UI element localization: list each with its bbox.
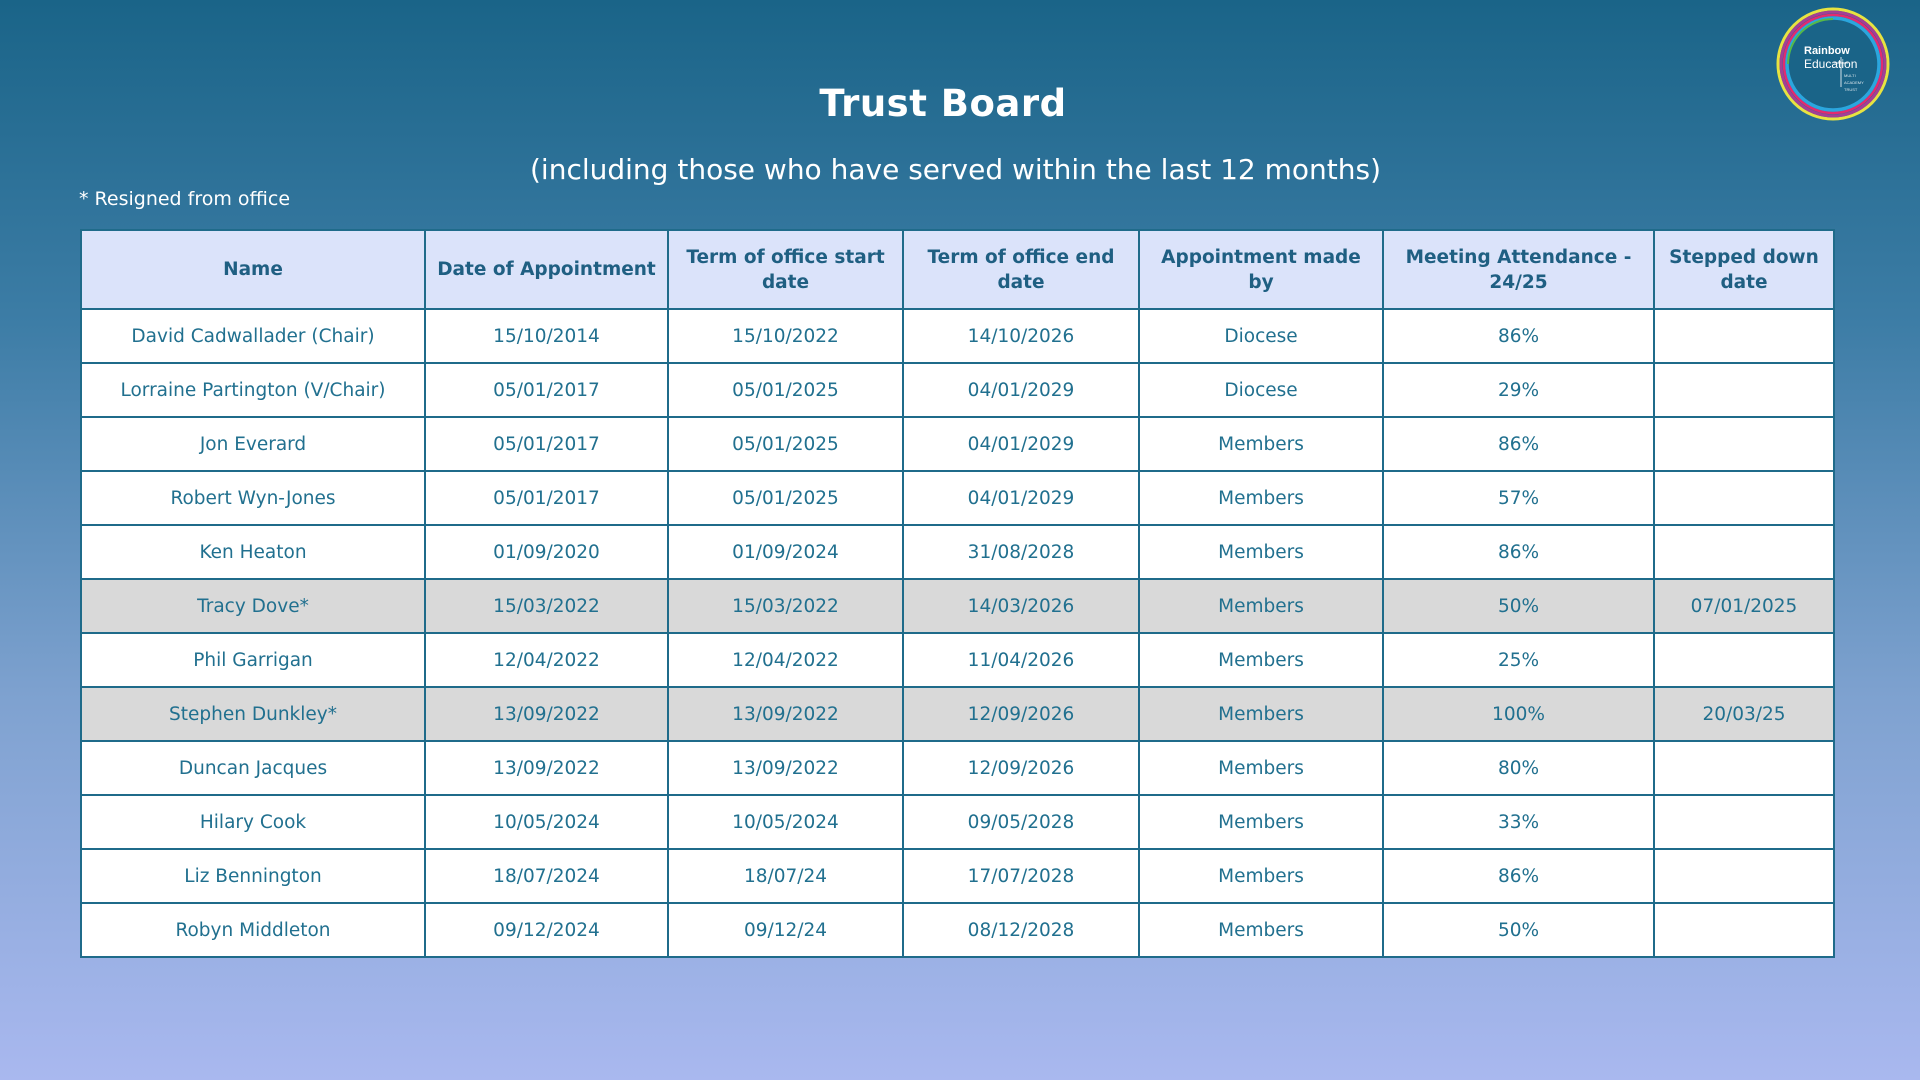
cell-name: Phil Garrigan xyxy=(81,633,425,687)
cell-name: Robyn Middleton xyxy=(81,903,425,957)
cell-name: Ken Heaton xyxy=(81,525,425,579)
cell-appointment-by: Members xyxy=(1139,903,1383,957)
cell-stepped-down xyxy=(1654,849,1834,903)
cell-term-end: 04/01/2029 xyxy=(903,471,1139,525)
cell-term-end: 12/09/2026 xyxy=(903,741,1139,795)
cell-appointment-by: Members xyxy=(1139,795,1383,849)
table-body xyxy=(81,309,1834,957)
cell-date-of-appointment: 15/03/2022 xyxy=(425,579,668,633)
cell-term-end: 09/05/2028 xyxy=(903,795,1139,849)
table-row xyxy=(81,795,1834,849)
cell-stepped-down xyxy=(1654,309,1834,363)
cell-term-end: 12/09/2026 xyxy=(903,687,1139,741)
cell-name: Liz Bennington xyxy=(81,849,425,903)
cell-stepped-down xyxy=(1654,363,1834,417)
cell-term-end: 04/01/2029 xyxy=(903,363,1139,417)
cell-term-start: 05/01/2025 xyxy=(668,471,903,525)
cell-attendance: 80% xyxy=(1383,741,1654,795)
cell-appointment-by: Members xyxy=(1139,633,1383,687)
cell-term-start: 05/01/2025 xyxy=(668,417,903,471)
table-row xyxy=(81,903,1834,957)
cell-stepped-down: 07/01/2025 xyxy=(1654,579,1834,633)
table-row xyxy=(81,417,1834,471)
page-title: Trust Board xyxy=(819,82,1067,125)
cell-term-start: 12/04/2022 xyxy=(668,633,903,687)
cell-name: Lorraine Partington (V/Chair) xyxy=(81,363,425,417)
cell-stepped-down xyxy=(1654,741,1834,795)
cell-term-end: 31/08/2028 xyxy=(903,525,1139,579)
cell-date-of-appointment: 05/01/2017 xyxy=(425,471,668,525)
table-row xyxy=(81,363,1834,417)
cell-term-start: 01/09/2024 xyxy=(668,525,903,579)
cell-attendance: 100% xyxy=(1383,687,1654,741)
table-header-row xyxy=(81,230,1834,309)
trust-board-table xyxy=(80,229,1835,958)
cell-attendance: 86% xyxy=(1383,849,1654,903)
header-stepped-down: Stepped down date xyxy=(1654,230,1834,309)
cell-name: Duncan Jacques xyxy=(81,741,425,795)
cell-term-start: 09/12/24 xyxy=(668,903,903,957)
cell-name: David Cadwallader (Chair) xyxy=(81,309,425,363)
cell-name: Robert Wyn-Jones xyxy=(81,471,425,525)
cell-term-start: 15/10/2022 xyxy=(668,309,903,363)
table-row xyxy=(81,687,1834,741)
cell-appointment-by: Members xyxy=(1139,471,1383,525)
cell-term-end: 14/10/2026 xyxy=(903,309,1139,363)
cell-date-of-appointment: 15/10/2014 xyxy=(425,309,668,363)
header-attendance: Meeting Attendance - 24/25 xyxy=(1383,230,1654,309)
cell-appointment-by: Diocese xyxy=(1139,363,1383,417)
cell-date-of-appointment: 10/05/2024 xyxy=(425,795,668,849)
cell-name: Hilary Cook xyxy=(81,795,425,849)
cell-term-start: 05/01/2025 xyxy=(668,363,903,417)
logo-line3c: TRUST xyxy=(1844,87,1858,92)
header-date-of-appointment: Date of Appointment xyxy=(425,230,668,309)
cell-appointment-by: Members xyxy=(1139,579,1383,633)
cell-term-end: 17/07/2028 xyxy=(903,849,1139,903)
cell-attendance: 86% xyxy=(1383,309,1654,363)
cell-appointment-by: Members xyxy=(1139,417,1383,471)
table-row xyxy=(81,525,1834,579)
cell-attendance: 29% xyxy=(1383,363,1654,417)
logo-line2: Education xyxy=(1804,57,1858,71)
cell-date-of-appointment: 01/09/2020 xyxy=(425,525,668,579)
cell-attendance: 50% xyxy=(1383,579,1654,633)
cell-attendance: 57% xyxy=(1383,471,1654,525)
page-subtitle: (including those who have served within the last 12 months) xyxy=(530,153,1381,186)
table-row xyxy=(81,471,1834,525)
cell-date-of-appointment: 18/07/2024 xyxy=(425,849,668,903)
cell-date-of-appointment: 05/01/2017 xyxy=(425,417,668,471)
cell-name: Jon Everard xyxy=(81,417,425,471)
header-name: Name xyxy=(81,230,425,309)
header-appointment-by: Appointment made by xyxy=(1139,230,1383,309)
cell-date-of-appointment: 09/12/2024 xyxy=(425,903,668,957)
cell-term-end: 04/01/2029 xyxy=(903,417,1139,471)
cell-term-start: 10/05/2024 xyxy=(668,795,903,849)
cell-name: Stephen Dunkley* xyxy=(81,687,425,741)
cell-date-of-appointment: 13/09/2022 xyxy=(425,687,668,741)
logo-line3b: ACADEMY xyxy=(1844,80,1864,85)
cell-term-start: 15/03/2022 xyxy=(668,579,903,633)
cell-term-start: 13/09/2022 xyxy=(668,741,903,795)
cell-appointment-by: Members xyxy=(1139,741,1383,795)
cell-date-of-appointment: 05/01/2017 xyxy=(425,363,668,417)
cell-attendance: 86% xyxy=(1383,417,1654,471)
cell-appointment-by: Members xyxy=(1139,849,1383,903)
resigned-footnote: * Resigned from office xyxy=(79,188,291,210)
cell-stepped-down xyxy=(1654,525,1834,579)
cell-stepped-down xyxy=(1654,795,1834,849)
cell-appointment-by: Members xyxy=(1139,687,1383,741)
table-row xyxy=(81,633,1834,687)
cell-appointment-by: Diocese xyxy=(1139,309,1383,363)
cell-attendance: 50% xyxy=(1383,903,1654,957)
table-row xyxy=(81,849,1834,903)
cell-stepped-down xyxy=(1654,417,1834,471)
cell-stepped-down xyxy=(1654,903,1834,957)
cell-term-end: 08/12/2028 xyxy=(903,903,1139,957)
cell-stepped-down xyxy=(1654,471,1834,525)
table-row xyxy=(81,579,1834,633)
table-row xyxy=(81,309,1834,363)
cell-attendance: 86% xyxy=(1383,525,1654,579)
cell-date-of-appointment: 13/09/2022 xyxy=(425,741,668,795)
logo-line3a: MULTI xyxy=(1844,73,1856,78)
cell-appointment-by: Members xyxy=(1139,525,1383,579)
cell-name: Tracy Dove* xyxy=(81,579,425,633)
table-row xyxy=(81,741,1834,795)
cell-stepped-down: 20/03/25 xyxy=(1654,687,1834,741)
cell-date-of-appointment: 12/04/2022 xyxy=(425,633,668,687)
cell-term-start: 13/09/2022 xyxy=(668,687,903,741)
cell-attendance: 25% xyxy=(1383,633,1654,687)
cell-term-start: 18/07/24 xyxy=(668,849,903,903)
cell-term-end: 11/04/2026 xyxy=(903,633,1139,687)
cell-term-end: 14/03/2026 xyxy=(903,579,1139,633)
cell-attendance: 33% xyxy=(1383,795,1654,849)
logo-line1: Rainbow xyxy=(1804,45,1850,57)
cell-stepped-down xyxy=(1654,633,1834,687)
header-term-end: Term of office end date xyxy=(903,230,1139,309)
header-term-start: Term of office start date xyxy=(668,230,903,309)
